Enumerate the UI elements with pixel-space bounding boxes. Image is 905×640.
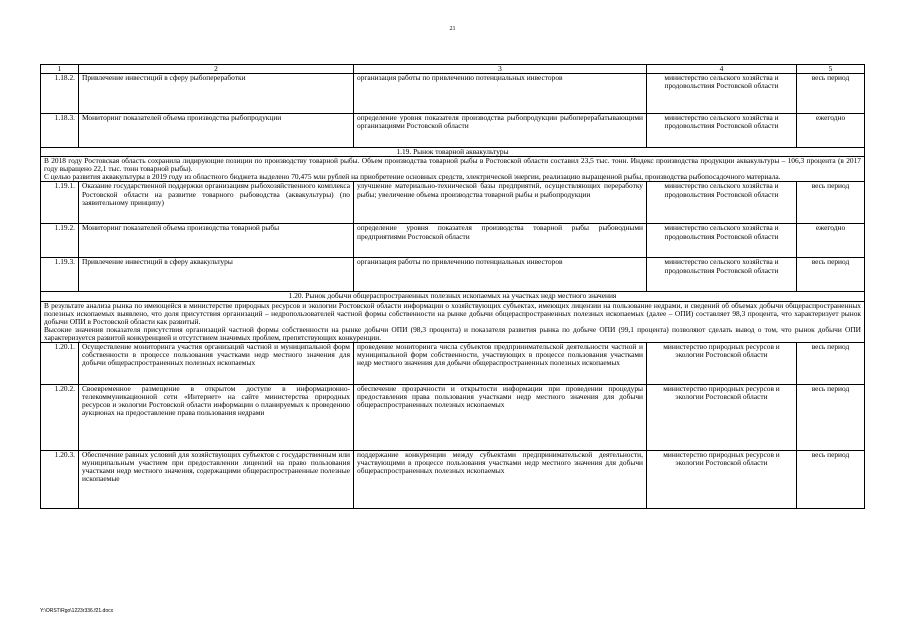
- row-measure: Обеспечение равных условий для хозяйствующих субъектов с государственным или муниципальным участием при предоставлении лицензий на право пользования участками недр местного значения, содержащими общераспространенные полезные ископаемые: [79, 451, 354, 509]
- row-measure: Мониторинг показателей объема производства товарной рыбы: [79, 224, 354, 258]
- row-responsible: министерство природных ресурсов и экологии Ростовской области: [647, 451, 797, 509]
- row-result: обеспечение прозрачности и открытости информации при проведении процедуры предоставления права пользования участками недр местного значения для добычи общераспространенных полезных ископаемых: [354, 385, 647, 451]
- row-responsible: министерство природных ресурсов и экологии Ростовской области: [647, 343, 797, 385]
- file-path-footer: Y:\ORST\Rgo\1223r336.f21.docx: [40, 608, 114, 614]
- row-measure: Осуществление мониторинга участия организаций частной и муниципальной форм собственности в процессе пользования участками недр местного значения для добычи общераспространенных полезных ископаемых: [79, 343, 354, 385]
- row-number: 1.19.1.: [41, 182, 79, 224]
- table-row: [41, 182, 865, 224]
- row-number: 1.18.2.: [41, 74, 79, 114]
- section-text: [41, 301, 865, 342]
- section-paragraph: Высокие значения показателя присутствия организаций частной формы собственности на рынке добычи ОПИ (98,3 процента) и показателя развития рынка по добыче ОПИ (99,1 процента) позволяют сделать вывод о том, что рынок добычи ОПИ характеризуется развитой конкуренцией и отсутствием значимых проблем, препятствующих конкуренции.: [44, 324, 861, 342]
- measures-table: [40, 64, 865, 509]
- row-number: 1.20.2.: [41, 385, 79, 451]
- row-term: весь период: [797, 385, 865, 451]
- table-row: [41, 74, 865, 114]
- row-result: поддержание конкуренции между субъектами предпринимательской деятельности, участвующими в процессе пользования участками недр местного значения для добычи общераспространенных полезных ископаемых: [354, 451, 647, 509]
- table-row: [41, 451, 865, 509]
- section-paragraph: В 2018 году Ростовская область сохранила лидирующие позиции по производству товарной рыбы. Объем производства товарной рыбы в Ростовской области составил 23,5 тыс. тонн. Индекс производства продукции аквакультуры – 106,3 процента (в 2017 году выращено 22,1 тыс. тонн товарной рыбы).: [44, 156, 861, 174]
- section-paragraph: С целью развития аквакультуры в 2019 году из областного бюджета выделено 70,475 млн рублей на приобретение основных средств, электрической энергии, реализацию выращенной рыбы, производства рыбопосадочного материала.: [44, 172, 781, 182]
- row-number: 1.19.2.: [41, 224, 79, 258]
- row-responsible: министерство сельского хозяйства и продовольствия Ростовской области: [647, 258, 797, 292]
- row-term: ежегодно: [797, 224, 865, 258]
- row-measure: Привлечение инвестиций в сферу аквакультуры: [79, 258, 354, 292]
- row-number: 1.20.3.: [41, 451, 79, 509]
- row-measure: Привлечение инвестиций в сферу рыбопереработки: [79, 74, 354, 114]
- row-term: весь период: [797, 451, 865, 509]
- row-term: весь период: [797, 343, 865, 385]
- section-paragraph: В результате анализа рынка по имеющейся в министерстве природных ресурсов и экологии Ростовской области информации о хозяйствующих субъектах, имеющих лицензии на пользование недрами, и сведений об объемах добычи общераспространенных полезных ископаемых выявлено, что доля присутствия организаций – недропользователей частной формы собственности на рынке добычи общераспространенных полезных ископаемых (далее – ОПИ) составляет 98,3 процента, что характеризует рынок добычи ОПИ в Ростовской области как развитый.: [44, 301, 861, 326]
- header-col-5: 5: [797, 65, 865, 74]
- section-title: 1.19. Рынок товарной аквакультуры: [41, 148, 865, 157]
- row-term: весь период: [797, 258, 865, 292]
- page-number: 21: [449, 26, 456, 32]
- header-col-4: 4: [647, 65, 797, 74]
- row-number: 1.19.3.: [41, 258, 79, 292]
- row-term: ежегодно: [797, 114, 865, 148]
- section-title: 1.20. Рынок добычи общераспространенных полезных ископаемых на участках недр местного значения: [41, 292, 865, 301]
- row-measure: Оказание государственной поддержки организациям рыбохозяйственного комплекса Ростовской области на развитие товарного рыбоводства (аквакультуры) (по заявительному принципу): [79, 182, 354, 224]
- table-row: [41, 114, 865, 148]
- section-text-row: [41, 157, 865, 182]
- section-title-row: [41, 292, 865, 301]
- row-responsible: министерство сельского хозяйства и продовольствия Ростовской области: [647, 74, 797, 114]
- section-text: [41, 157, 865, 182]
- section-title-row: [41, 148, 865, 157]
- header-col-2: 2: [79, 65, 354, 74]
- row-responsible: министерство сельского хозяйства и продовольствия Ростовской области: [647, 182, 797, 224]
- row-number: 1.20.1.: [41, 343, 79, 385]
- row-term: весь период: [797, 74, 865, 114]
- row-responsible: министерство сельского хозяйства и продовольствия Ростовской области: [647, 114, 797, 148]
- row-responsible: министерство природных ресурсов и экологии Ростовской области: [647, 385, 797, 451]
- row-measure: Своевременное размещение в открытом доступе в информационно-телекоммуникационной сети «Интернет» на сайте министерства природных ресурсов и экологии Ростовской области информации о планируемых к проведению аукционах на предоставление права пользования недрами: [79, 385, 354, 451]
- row-result: определение уровня показателя производства товарной рыбы рыбоводными предприятиями Ростовской области: [354, 224, 647, 258]
- header-col-3: 3: [354, 65, 647, 74]
- row-result: определение уровня показателя производства рыбопродукции рыбоперерабатывающими организациями Ростовской области: [354, 114, 647, 148]
- table-row: [41, 343, 865, 385]
- row-number: 1.18.3.: [41, 114, 79, 148]
- table-row: [41, 224, 865, 258]
- row-measure: Мониторинг показателей объема производства рыбопродукции: [79, 114, 354, 148]
- table-header-row: [41, 65, 865, 74]
- row-result: проведение мониторинга числа субъектов предпринимательской деятельности частной и муниципальной форм собственности, участвующих в процессе пользования участками недр местного значения для добычи общераспространенных полезных ископаемых: [354, 343, 647, 385]
- row-result: организация работы по привлечению потенциальных инвесторов: [354, 74, 647, 114]
- section-text-row: [41, 301, 865, 342]
- row-result: организация работы по привлечению потенциальных инвесторов: [354, 258, 647, 292]
- table-row: [41, 258, 865, 292]
- row-responsible: министерство сельского хозяйства и продовольствия Ростовской области: [647, 224, 797, 258]
- row-term: весь период: [797, 182, 865, 224]
- table-row: [41, 385, 865, 451]
- row-result: улучшение материально-технической базы предприятий, осуществляющих переработку рыбы; увеличение объема производства товарной рыбы и рыбопродукции: [354, 182, 647, 224]
- header-col-1: 1: [41, 65, 79, 74]
